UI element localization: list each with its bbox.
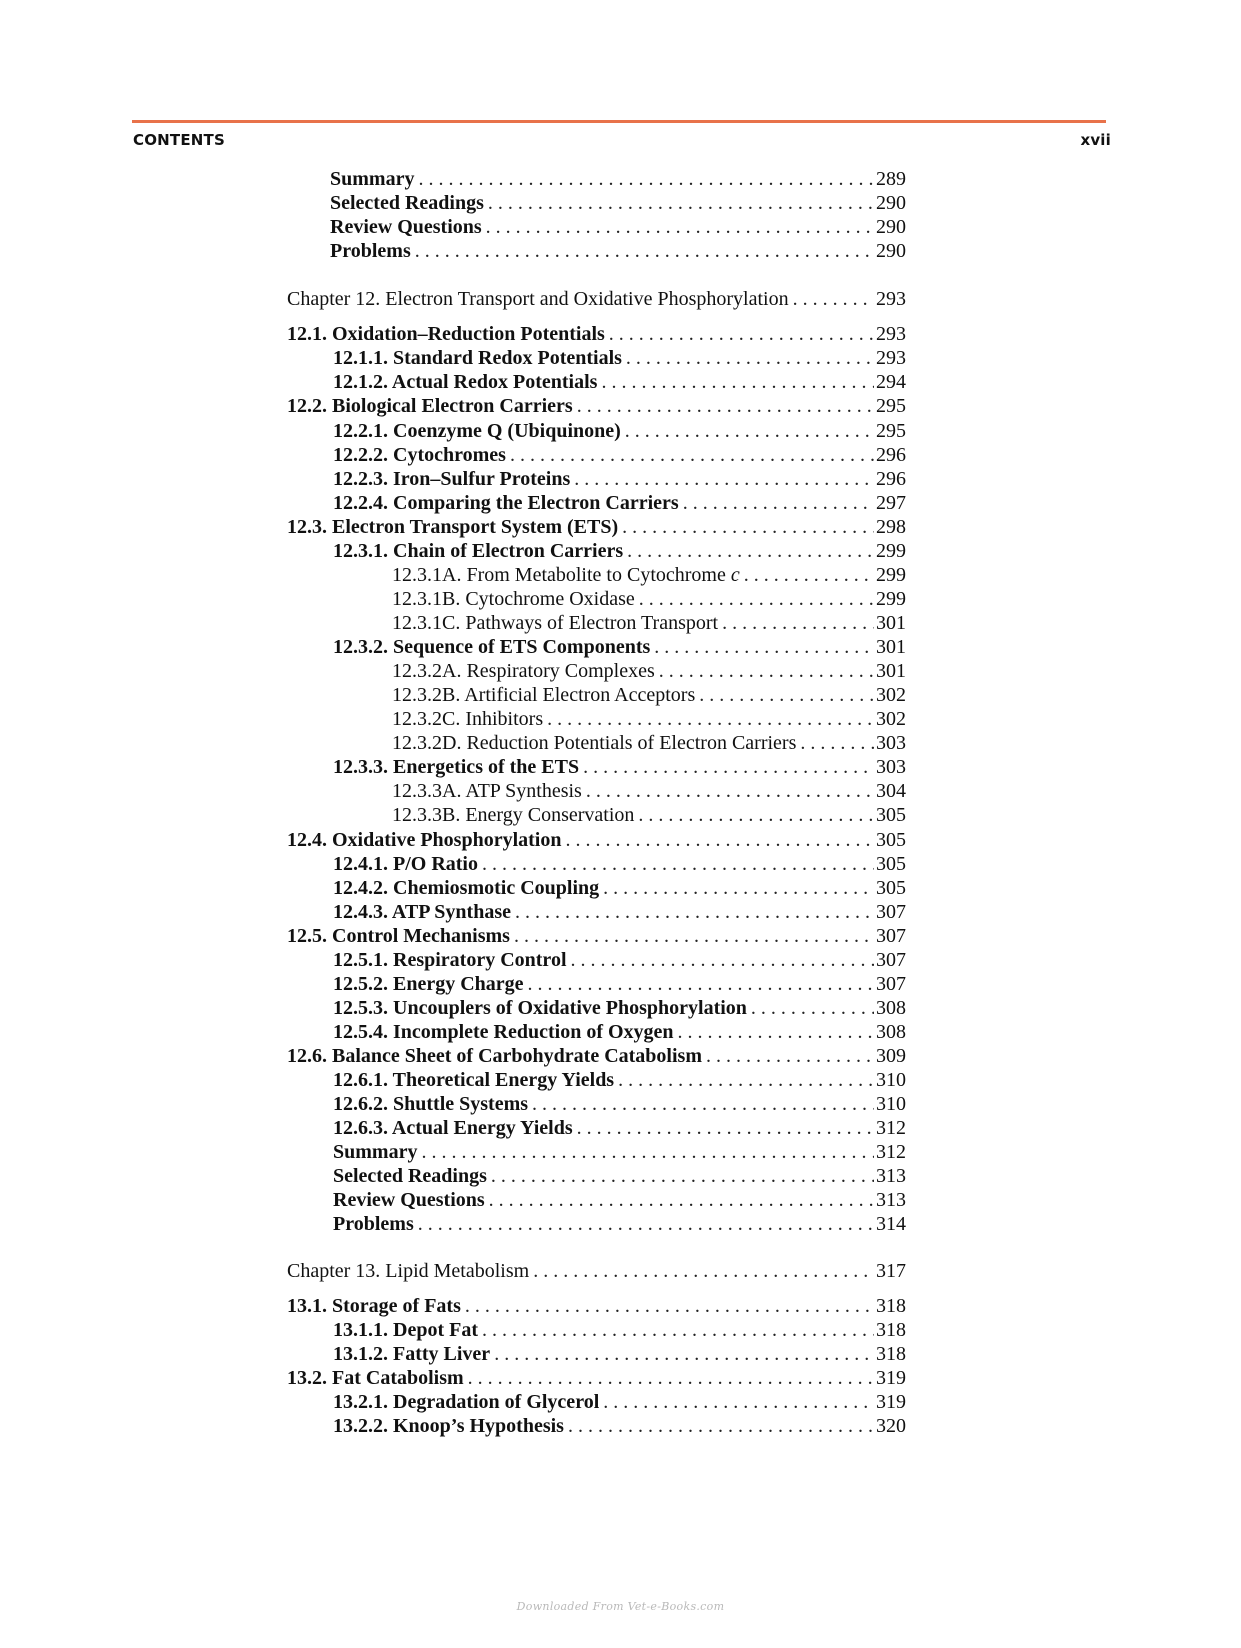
toc-entry-title: 12.3.2D. Reduction Potentials of Electron Carriers (392, 732, 797, 754)
dot-leader (418, 168, 874, 191)
toc-entry-title: 13.2.1. Degradation of Glycerol (333, 1391, 600, 1413)
toc-entry (392, 564, 906, 589)
toc-entry-title: 12.3.1B. Cytochrome Oxidase (392, 588, 635, 610)
toc-entry-title: 12.1.1. Standard Redox Potentials (333, 347, 622, 369)
toc-entry-title: 12.5. Control Mechanisms (287, 925, 510, 947)
dot-leader (618, 1069, 874, 1092)
toc-entry (392, 708, 906, 733)
toc-entry (333, 1319, 906, 1344)
toc-entry-title: 12.3.2. Sequence of ETS Components (333, 636, 651, 658)
dot-leader (706, 1045, 874, 1068)
toc-entry-title: 12.5.4. Incomplete Reduction of Oxygen (333, 1021, 674, 1043)
toc-entry (333, 492, 906, 517)
toc-page-number: 307 (876, 901, 906, 923)
dot-leader (722, 612, 874, 635)
dot-leader (586, 780, 874, 803)
toc-entry-title: Review Questions (330, 216, 482, 238)
toc-entry (287, 323, 906, 348)
watermark: Downloaded From Vet-e-Books.com (516, 1600, 725, 1613)
toc-entry-title: Selected Readings (330, 192, 484, 214)
toc-entry-title: Review Questions (333, 1189, 485, 1211)
toc-entry-title: 12.4.3. ATP Synthase (333, 901, 511, 923)
dot-leader (532, 1093, 874, 1116)
dot-leader (577, 395, 874, 418)
toc-entry-title: Chapter 12. Electron Transport and Oxidative Phosphorylation (287, 288, 789, 310)
dot-leader (547, 708, 874, 731)
toc-entry-title: 12.3.3B. Energy Conservation (392, 804, 635, 826)
toc-entry (330, 192, 906, 217)
toc-entry (287, 925, 906, 950)
dot-leader (659, 660, 874, 683)
toc-page-number: 309 (876, 1045, 906, 1067)
toc-entry-title: 12.3. Electron Transport System (ETS) (287, 516, 619, 538)
toc-entry-title: Problems (330, 240, 411, 262)
dot-leader (574, 468, 874, 491)
toc-entry-title: 12.1. Oxidation–Reduction Potentials (287, 323, 605, 345)
toc-page-number: 296 (876, 444, 906, 466)
toc-page-number: 301 (876, 636, 906, 658)
toc-page-number: 317 (876, 1260, 906, 1282)
dot-leader (415, 240, 874, 263)
dot-leader (654, 636, 874, 659)
toc-entry-title: 12.2.1. Coenzyme Q (Ubiquinone) (333, 420, 621, 442)
dot-leader (609, 323, 874, 346)
toc-entry (287, 516, 906, 541)
toc-entry (333, 347, 906, 372)
toc-entry-title: 12.4.2. Chemiosmotic Coupling (333, 877, 600, 899)
dot-leader (528, 973, 874, 996)
dot-leader (627, 540, 874, 563)
toc-entry (392, 660, 906, 685)
dot-leader (486, 216, 874, 239)
toc-entry (392, 804, 906, 829)
toc-page-number: 307 (876, 949, 906, 971)
toc-page-number: 308 (876, 1021, 906, 1043)
toc-page-number: 319 (876, 1367, 906, 1389)
toc-page-number: 293 (876, 323, 906, 345)
toc-entry-title: 13.2. Fat Catabolism (287, 1367, 464, 1389)
toc-entry-title: 12.3.2B. Artificial Electron Acceptors (392, 684, 696, 706)
toc-entry (333, 1141, 906, 1166)
dot-leader (488, 192, 874, 215)
toc-page-number: 303 (876, 732, 906, 754)
toc-entry (330, 216, 906, 241)
dot-leader (510, 444, 874, 467)
toc-entry (333, 1391, 906, 1416)
toc-entry (392, 588, 906, 613)
toc-entry (287, 1045, 906, 1070)
toc-entry-title: 12.2. Biological Electron Carriers (287, 395, 573, 417)
toc-entry (333, 540, 906, 565)
dot-leader (514, 925, 874, 948)
toc-entry (287, 829, 906, 854)
toc-entry-title: 13.1.1. Depot Fat (333, 1319, 478, 1341)
toc-page-number: 295 (876, 420, 906, 442)
toc-entry-title: 12.3.1C. Pathways of Electron Transport (392, 612, 719, 634)
toc-entry (333, 1213, 906, 1238)
dot-leader (482, 853, 874, 876)
dot-leader (683, 492, 874, 515)
toc-page-number: 310 (876, 1069, 906, 1091)
dot-leader (626, 347, 874, 370)
toc-entry (333, 636, 906, 661)
toc-entry (333, 877, 906, 902)
running-head-page-number: xvii (1080, 131, 1111, 149)
toc-entry-title: 13.1. Storage of Fats (287, 1295, 461, 1317)
toc-page-number: 299 (876, 540, 906, 562)
toc-page-number: 313 (876, 1189, 906, 1211)
toc-entry-title: 12.3.1. Chain of Electron Carriers (333, 540, 624, 562)
dot-leader (751, 997, 874, 1020)
toc-page-number: 314 (876, 1213, 906, 1235)
toc-entry-title: 12.3.2C. Inhibitors (392, 708, 544, 730)
dot-leader (603, 877, 874, 900)
dot-leader (699, 684, 874, 707)
toc-page-number: 295 (876, 395, 906, 417)
toc-entry (392, 684, 906, 709)
dot-leader (744, 564, 874, 587)
dot-leader (491, 1165, 874, 1188)
toc-page-number: 298 (876, 516, 906, 538)
chapter-heading (287, 1260, 906, 1285)
running-head-title: CONTENTS (133, 131, 225, 149)
dot-leader (800, 732, 874, 755)
toc-entry-title: 12.4. Oxidative Phosphorylation (287, 829, 562, 851)
toc-page-number: 318 (876, 1343, 906, 1365)
toc-page-number: 313 (876, 1165, 906, 1187)
dot-leader (489, 1189, 874, 1212)
toc-page-number: 307 (876, 925, 906, 947)
toc-entry (392, 732, 906, 757)
dot-leader (603, 1391, 874, 1414)
toc-entry-title: 12.3.1A. From Metabolite to Cytochrome c (392, 564, 740, 586)
toc-entry-title: Selected Readings (333, 1165, 487, 1187)
dot-leader (418, 1213, 874, 1236)
toc-page-number: 303 (876, 756, 906, 778)
toc-entry-title: 12.5.3. Uncouplers of Oxidative Phosphorylation (333, 997, 747, 1019)
toc-entry-title: Problems (333, 1213, 414, 1235)
dot-leader (793, 288, 874, 311)
toc-entry (333, 1069, 906, 1094)
toc-entry-title: 12.2.4. Comparing the Electron Carriers (333, 492, 679, 514)
dot-leader (468, 1367, 874, 1390)
dot-leader (568, 1415, 874, 1438)
toc-page-number: 302 (876, 708, 906, 730)
toc-entry (333, 997, 906, 1022)
toc-entry-title: 12.2.2. Cytochromes (333, 444, 506, 466)
toc-entry-title: 12.2.3. Iron–Sulfur Proteins (333, 468, 571, 490)
toc-entry (333, 853, 906, 878)
dot-leader (565, 829, 874, 852)
toc-page-number: 293 (876, 347, 906, 369)
toc-entry (330, 240, 906, 265)
toc-entry (333, 1189, 906, 1214)
toc-entry (287, 1295, 906, 1320)
toc-page-number: 312 (876, 1141, 906, 1163)
toc-page-number: 305 (876, 877, 906, 899)
dot-leader (577, 1117, 874, 1140)
toc-entry (333, 420, 906, 445)
toc-entry (392, 780, 906, 805)
toc-entry-title: Chapter 13. Lipid Metabolism (287, 1260, 530, 1282)
dot-leader (465, 1295, 874, 1318)
toc-entry (333, 756, 906, 781)
toc-page-number: 302 (876, 684, 906, 706)
dot-leader (622, 516, 874, 539)
toc-entry-title: 12.3.3A. ATP Synthesis (392, 780, 582, 802)
toc-entry-title: 12.6.3. Actual Energy Yields (333, 1117, 573, 1139)
toc-entry (333, 444, 906, 469)
toc-entry (333, 1415, 906, 1440)
toc-page-number: 301 (876, 660, 906, 682)
toc-entry-title: Summary (330, 168, 415, 190)
toc-page-number: 319 (876, 1391, 906, 1413)
toc-entry-title: 12.6. Balance Sheet of Carbohydrate Catabolism (287, 1045, 702, 1067)
toc-page-number: 290 (876, 192, 906, 214)
toc-page-number: 296 (876, 468, 906, 490)
dot-leader (515, 901, 874, 924)
toc-entry-title: 12.5.2. Energy Charge (333, 973, 524, 995)
dot-leader (639, 588, 874, 611)
toc-entry-title: 12.5.1. Respiratory Control (333, 949, 567, 971)
toc-entry (287, 1367, 906, 1392)
dot-leader (533, 1260, 874, 1283)
toc-entry (333, 1343, 906, 1368)
dot-leader (571, 949, 875, 972)
toc-entry (287, 395, 906, 420)
toc-page-number: 310 (876, 1093, 906, 1115)
toc-page-number: 289 (876, 168, 906, 190)
toc-entry-title: Summary (333, 1141, 418, 1163)
toc-page-number: 294 (876, 371, 906, 393)
dot-leader (625, 420, 874, 443)
toc-page-number: 320 (876, 1415, 906, 1437)
dot-leader (494, 1343, 874, 1366)
toc-entry-title: 12.1.2. Actual Redox Potentials (333, 371, 598, 393)
toc-page-number: 308 (876, 997, 906, 1019)
chapter-heading (287, 288, 906, 313)
toc-entry (333, 1093, 906, 1118)
dot-leader (638, 804, 874, 827)
toc-entry-title: 12.6.1. Theoretical Energy Yields (333, 1069, 615, 1091)
toc-page-number: 299 (876, 564, 906, 586)
toc-entry-title: 13.1.2. Fatty Liver (333, 1343, 491, 1365)
toc-page-number: 318 (876, 1295, 906, 1317)
dot-leader (583, 756, 874, 779)
toc-page-number: 312 (876, 1117, 906, 1139)
header-rule (132, 120, 1106, 123)
toc-page-number: 297 (876, 492, 906, 514)
dot-leader (678, 1021, 874, 1044)
toc-entry-title: 12.3.3. Energetics of the ETS (333, 756, 580, 778)
toc-page-number: 301 (876, 612, 906, 634)
toc-entry-title: 13.2.2. Knoop’s Hypothesis (333, 1415, 564, 1437)
toc-entry (333, 1021, 906, 1046)
toc-page-number: 293 (876, 288, 906, 310)
toc-entry (333, 1165, 906, 1190)
toc-page-number: 305 (876, 829, 906, 851)
toc-entry (333, 973, 906, 998)
toc-entry-title: 12.3.2A. Respiratory Complexes (392, 660, 655, 682)
toc-entry (333, 1117, 906, 1142)
dot-leader (421, 1141, 874, 1164)
toc-entry (333, 371, 906, 396)
toc-page-number: 318 (876, 1319, 906, 1341)
toc-entry-title: 12.6.2. Shuttle Systems (333, 1093, 529, 1115)
toc-page-number: 305 (876, 853, 906, 875)
toc-page-number: 304 (876, 780, 906, 802)
toc-entry (333, 949, 906, 974)
dot-leader (482, 1319, 874, 1342)
toc-entry (333, 901, 906, 926)
toc-page-number: 290 (876, 240, 906, 262)
toc-entry (333, 468, 906, 493)
toc-entry (392, 612, 906, 637)
dot-leader (601, 371, 874, 394)
toc-entry (330, 168, 906, 193)
toc-entry-title: 12.4.1. P/O Ratio (333, 853, 478, 875)
toc-page-number: 307 (876, 973, 906, 995)
toc-page-number: 290 (876, 216, 906, 238)
toc-page-number: 305 (876, 804, 906, 826)
toc-page-number: 299 (876, 588, 906, 610)
